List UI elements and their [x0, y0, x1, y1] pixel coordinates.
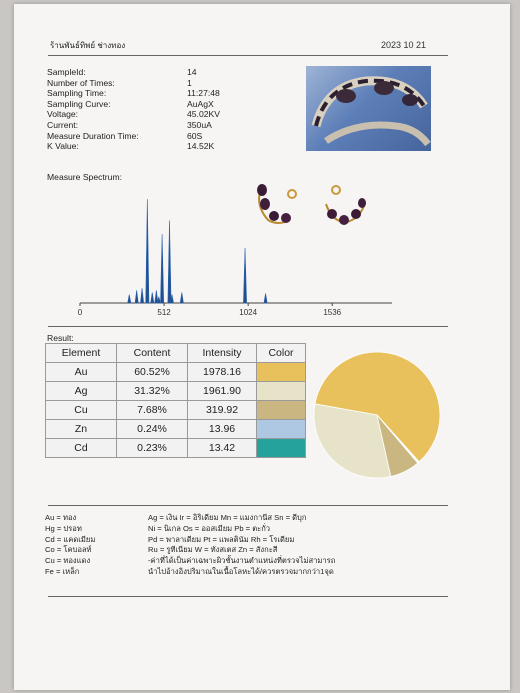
- info-label: Measure Duration Time:: [47, 130, 139, 141]
- spectrum-label: Measure Spectrum:: [47, 172, 122, 182]
- spectrum-peak: [161, 234, 164, 303]
- results-table: [45, 343, 306, 458]
- info-row: [47, 109, 220, 120]
- legend-row: [17, 535, 335, 546]
- table-row: [46, 401, 306, 420]
- header-rule: [48, 55, 448, 56]
- info-value: 60S: [187, 130, 203, 141]
- info-value: 14.52K: [187, 141, 215, 152]
- legend-symbol: Au = ทอง: [45, 513, 77, 522]
- color-swatch: [257, 439, 306, 458]
- info-label: Voltage:: [47, 109, 79, 120]
- content-cell: 0.23%: [117, 439, 188, 458]
- color-swatch: [257, 401, 306, 420]
- composition-pie-chart: [312, 350, 442, 480]
- info-label: Current:: [47, 119, 79, 130]
- table-header-row: [46, 344, 306, 363]
- sample-info: [47, 67, 220, 152]
- intensity-cell: 319.92: [188, 401, 257, 420]
- info-label: SampleId:: [47, 67, 86, 77]
- spectrum-peak: [264, 293, 267, 303]
- legend-text: -ค่าที่ได้เป็นค่าเฉพาะผิวชั้นงานตำแหน่งที่ตรวจไม่สามารถ: [148, 556, 336, 566]
- spectrum-tick-label: 1536: [323, 308, 342, 317]
- column-header: Intensity: [188, 344, 257, 363]
- legend-text: Pd = พาลาเดียม Pt = แพลตินัม Rh = โรเดียม: [148, 534, 295, 544]
- section-rule: [48, 326, 448, 327]
- info-label: K Value:: [47, 141, 79, 152]
- legend-symbol: Fe = เหล็ก: [45, 566, 80, 576]
- element-legend: [17, 513, 335, 578]
- info-row: [47, 131, 220, 142]
- info-label: Number of Times:: [47, 77, 115, 88]
- content-cell: 31.32%: [117, 382, 188, 401]
- info-row: [47, 120, 220, 131]
- column-header: Color: [257, 344, 306, 363]
- color-swatch: [257, 382, 306, 401]
- info-value: 1: [187, 77, 192, 88]
- spectrum-tick-label: 512: [157, 308, 171, 317]
- element-cell: Cu: [46, 401, 117, 420]
- content-cell: 0.24%: [117, 420, 188, 439]
- legend-symbol: Co = โคบอลท์: [45, 545, 92, 555]
- color-swatch: [257, 363, 306, 382]
- legend-bottom-rule: [48, 596, 448, 597]
- legend-text: Ru = รูทีเนียม W = ทังสเตส Zn = สังกะสี: [148, 545, 278, 555]
- color-swatch: [257, 420, 306, 439]
- column-header: Content: [117, 344, 188, 363]
- spectrum-tick-label: 0: [77, 308, 83, 317]
- spectrum-peak: [168, 220, 171, 303]
- sample-photo: [306, 66, 431, 151]
- info-value: 11:27:48: [187, 88, 220, 99]
- info-value: 45.02KV: [187, 109, 220, 120]
- spectrum-peak: [243, 248, 246, 303]
- info-row: [47, 67, 220, 78]
- legend-row: [17, 513, 335, 524]
- info-label: Sampling Time:: [47, 88, 107, 99]
- intensity-cell: 1961.90: [188, 382, 257, 401]
- content-cell: 7.68%: [117, 401, 188, 420]
- legend-symbol: Hg = ปรอท: [45, 523, 82, 533]
- legend-row: [17, 545, 335, 556]
- info-value: 14: [187, 67, 197, 77]
- earrings-image: [248, 176, 373, 232]
- spectrum-tick-label: 1024: [239, 308, 258, 317]
- legend-top-rule: [48, 505, 448, 506]
- info-row: [47, 88, 220, 99]
- spectrum-peak: [180, 292, 183, 303]
- intensity-cell: 13.96: [188, 420, 257, 439]
- intensity-cell: 1978.16: [188, 363, 257, 382]
- legend-row: [17, 567, 335, 578]
- info-row: [47, 78, 220, 89]
- legend-text: Ni = นิเกล Os = ออสเมียม Pb = ตะกั่ว: [148, 523, 271, 533]
- info-row: [47, 141, 220, 152]
- legend-row: [17, 556, 335, 567]
- spectrum-peak: [140, 288, 143, 303]
- table-row: [46, 382, 306, 401]
- info-label: Sampling Curve:: [47, 98, 111, 109]
- result-label: Result:: [47, 333, 74, 343]
- element-cell: Au: [46, 363, 117, 382]
- element-cell: Ag: [46, 382, 117, 401]
- info-value: AuAgX: [187, 98, 214, 109]
- column-header: Element: [46, 344, 117, 363]
- content-cell: 60.52%: [117, 363, 188, 382]
- info-row: [47, 99, 220, 110]
- table-row: [46, 439, 306, 458]
- table-row: [46, 420, 306, 439]
- spectrum-peak: [135, 290, 138, 303]
- legend-row: [17, 524, 335, 535]
- legend-text: Ag = เงิน Ir = อิริเดียม Mn = แมงกานีส Sn = ดีบุก: [148, 513, 307, 522]
- legend-text: นำไปอ้างอิงปริมาณในเนื้อโลหะได้/ควรตรวจมากกว่า1จุด: [148, 566, 334, 576]
- spectrum-peak: [151, 292, 154, 303]
- table-row: [46, 363, 306, 382]
- shop-name: ร้านพันธ์ทิพย์ ช่างทอง: [50, 41, 126, 50]
- info-value: 350uA: [187, 119, 212, 130]
- report-date: 2023 10 21: [381, 40, 427, 50]
- legend-symbol: Cu = ทองแดง: [45, 556, 91, 566]
- legend-symbol: Cd = แคดเมียม: [45, 534, 96, 544]
- spectrum-peak: [128, 295, 131, 303]
- spectrum-peak: [146, 199, 149, 303]
- jewelry-image: [306, 66, 431, 151]
- element-cell: Cd: [46, 439, 117, 458]
- intensity-cell: 13.42: [188, 439, 257, 458]
- element-cell: Zn: [46, 420, 117, 439]
